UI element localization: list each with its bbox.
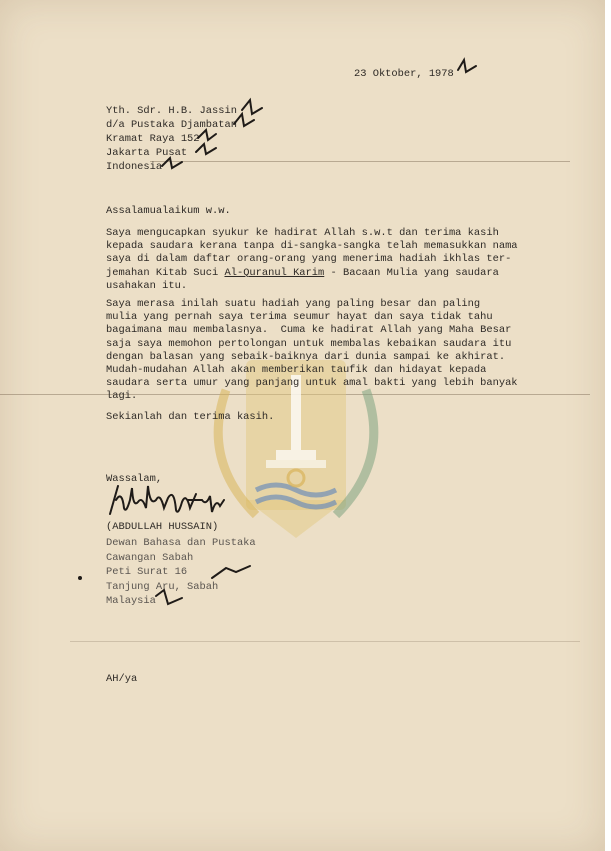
paragraph-line: dengan balasan yang sebaik-baiknya dari dunia sampai ke akhirat.: [106, 350, 506, 363]
check-mark-icon: [156, 590, 182, 604]
paragraph-line: Saya mengucapkan syukur ke hadirat Allah s.w.t dan terima kasih: [106, 227, 499, 239]
paragraph-line: lagi.: [106, 390, 138, 403]
recipient-line: Jakarta Pusat: [106, 147, 188, 159]
paragraph-line: kepada saudara kerana tanpa di-sangka-sangka telah memasukkan nama: [106, 240, 518, 253]
recipient-line: Yth. Sdr. H.B. Jassin: [106, 105, 237, 117]
book-title: Al-Quranul Karim: [224, 266, 325, 279]
address-line: Tanjung Aru, Sabah: [106, 580, 219, 593]
paragraph-line: Saya merasa inilah suatu hadiah yang paling besar dan paling: [106, 298, 481, 310]
recipient-line: Kramat Raya 152: [106, 133, 200, 145]
closing: Sekianlah dan terima kasih.: [106, 411, 275, 423]
paragraph-line: saya di dalam daftar orang-orang yang menerima hadiah ikhlas ter-: [106, 253, 512, 266]
paragraph-line: mulia yang pernah saya terima seumur hayat dan saya tidak tahu: [106, 311, 493, 324]
recipient-line: d/a Pustaka Djambatan: [106, 119, 237, 131]
paragraph-line: jemahan Kitab Suci: [106, 266, 225, 279]
reference-initials: AH/ya: [106, 673, 138, 685]
check-mark-icon: [198, 130, 216, 140]
check-mark-icon: [234, 114, 254, 126]
letter-date: 23 Oktober, 1978: [354, 68, 454, 80]
address-line: Peti Surat 16: [106, 566, 188, 578]
ink-dot: [78, 576, 82, 580]
check-mark-icon: [212, 566, 250, 578]
paragraph-line: bagaimana mau membalasnya. Cuma ke hadirat Allah yang Maha Besar: [106, 324, 512, 337]
signer-name: (ABDULLAH HUSSAIN): [106, 521, 219, 533]
greeting: Assalamualaikum w.w.: [106, 205, 231, 217]
address-line: Dewan Bahasa dan Pustaka: [106, 537, 256, 549]
check-mark-icon: [196, 144, 216, 154]
check-mark-icon: [458, 60, 476, 72]
valediction: Wassalam,: [106, 473, 163, 485]
paragraph-line: - Bacaan Mulia yang saudara: [324, 266, 499, 279]
address-line: Malaysia: [106, 595, 156, 607]
recipient-line: Indonesia: [106, 161, 163, 173]
check-mark-icon: [162, 158, 182, 168]
check-mark-icon: [242, 100, 262, 114]
paragraph-line: Mudah-mudahan Allah akan memberikan taufik dan hidayat kepada: [106, 364, 487, 377]
paragraph-line: usahakan itu.: [106, 279, 188, 292]
paragraph-line: saja saya memohon pertolongan untuk membalas kebaikan saudara itu: [106, 337, 512, 350]
paragraph-line: saudara serta umur yang panjang untuk amal bakti yang lebih banyak: [106, 377, 518, 390]
address-line: Cawangan Sabah: [106, 551, 194, 564]
